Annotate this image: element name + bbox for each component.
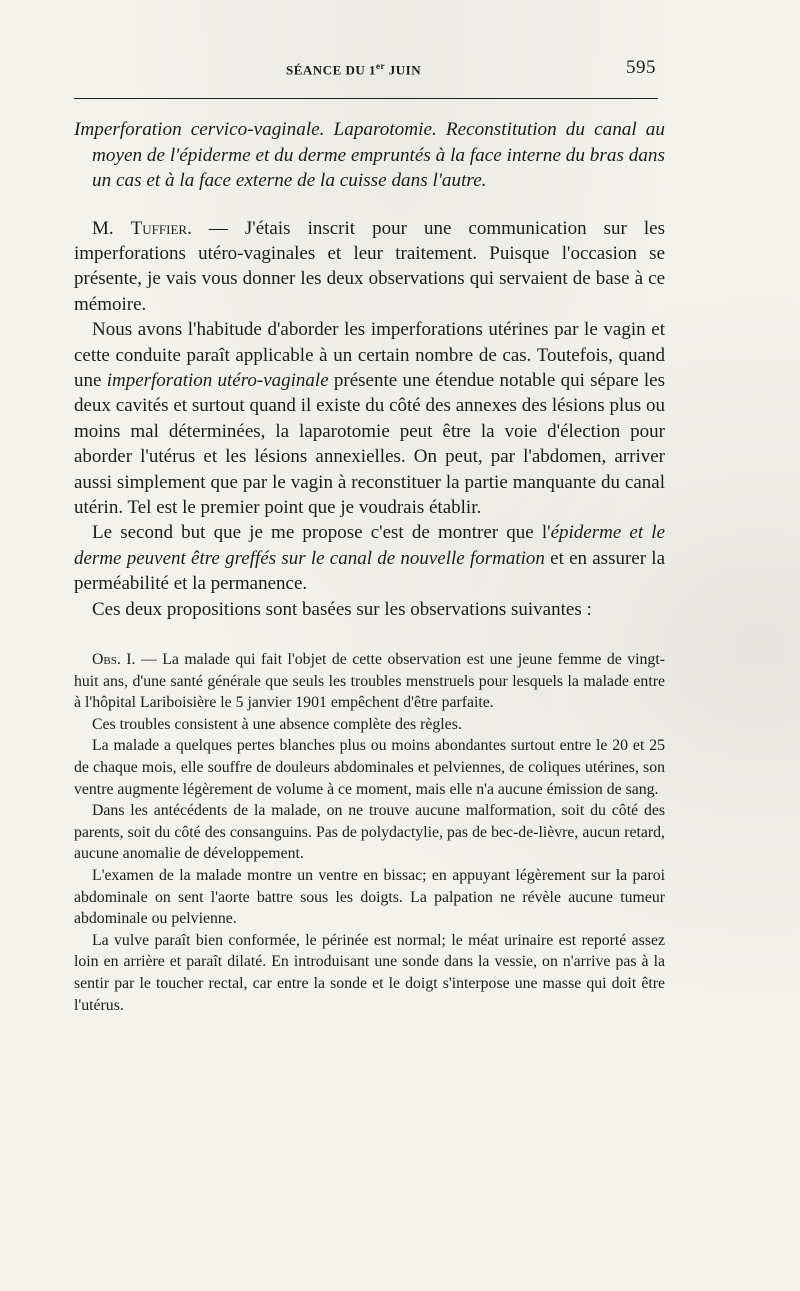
paragraph-graft (74, 520, 665, 596)
emphasis-text: imperforation utéro-vaginale (106, 369, 329, 391)
paragraph-text: et en assurer la perméabilité et la permanence. (74, 547, 666, 595)
paragraph-propositions: Ces deux propositions sont basées sur les observations suivantes : (92, 598, 592, 620)
paragraph-text: — J'étais inscrit pour une communication sur les imperforations utéro-vaginales et leur traitement. Puisque l'occasion se présente, je vais vous donner les deux observations qui servaient de base à ce mémoire. (74, 217, 665, 315)
running-title-prefix: SÉANCE DU 1 (286, 62, 377, 78)
page-content (74, 117, 665, 1016)
speaker-name: Tuffier. (130, 217, 192, 239)
observation-paragraph: Dans les antécédents de la malade, on ne trouve aucune malformation, soit du côté des parents, soit du côté des consanguins. Pas de polydactylie, pas de bec-de-lièvre, aucun retard, aucune anomalie de développement. (74, 802, 665, 863)
observation-paragraph: La vulve paraît bien conformée, le périnée est normal; le méat urinaire est reporté assez loin en arrière et paraît dilaté. En introduisant une sonde dans la vessie, on n'arrive pas à la sentir par le toucher rectal, car entre la sonde et le doigt s'interpose une masse qui doit être l'utérus. (74, 931, 665, 1014)
observation-paragraph: L'examen de la malade montre un ventre en bissac; en appuyant légèrement sur la paroi abdominale on sent l'aorte battre sous les doigts. La palpation ne révèle aucune tumeur abdominale ou pelvienne. (74, 866, 665, 928)
observation-label: Obs. I. (92, 651, 136, 668)
section-title: Imperforation cervico-vaginale. Laparotomie. Reconstitution du canal au moyen de l'épiderme et du derme empruntés à la face interne du bras dans un cas et à la face externe de la cuisse dans l'autre. (74, 119, 665, 191)
speaker-prefix: M. (92, 217, 131, 239)
running-title-suffix: JUIN (385, 62, 422, 78)
observation-paragraph (74, 649, 665, 714)
paragraph-text: présente une étendue notable qui sépare les deux cavités et surtout quand il existe du côté des annexes des lésions plus ou moins mal déterminées, la laparotomie peut être la voie d'élection pour aborder l'utérus et les lésions annexielles. On peut, par l'abdomen, arriver aussi simplement que par le vagin à reconstituer la partie manquante du canal utérin. Tel est le premier point que je voudrais établir. (74, 369, 666, 518)
paragraph-tuffier (74, 216, 665, 318)
running-title (286, 61, 421, 78)
header-divider (74, 98, 658, 99)
page-number: 595 (626, 57, 656, 78)
paragraph-text: Nous avons l'habitude d'aborder les imperforations utérines par le vagin et cette conduite paraît applicable à un certain nombre de cas. Toutefois, quand une (74, 319, 665, 391)
paragraph-text: — La malade qui fait l'objet de cette observation est une jeune femme de vingt-huit ans, d'une santé générale que seuls les troubles menstruels pour lesquels la malade entre à l'hôpital Lariboisière le 5 janvier 1901 empêchent d'être parfaite. (74, 651, 665, 712)
paragraph-text: Le second but que je me propose c'est de montrer que l' (92, 522, 551, 544)
observation-section (74, 649, 665, 1016)
running-title-superscript: er (376, 61, 386, 71)
paragraph-laparotomy (74, 317, 665, 520)
page-header (74, 57, 658, 87)
observation-paragraph: La malade a quelques pertes blanches plus ou moins abondantes surtout entre le 20 et 25 de chaque mois, elle souffre de douleurs abdominales et pelviennes, de coliques utérines, son ventre augmente légèrement de volume à ce moment, mais elle n'a aucune émission de sang. (74, 737, 665, 798)
emphasis-text: épiderme et le derme peuvent être greffés sur le canal de nouvelle formation (74, 522, 666, 569)
observation-paragraph: Ces troubles consistent à une absence complète des règles. (92, 715, 462, 733)
